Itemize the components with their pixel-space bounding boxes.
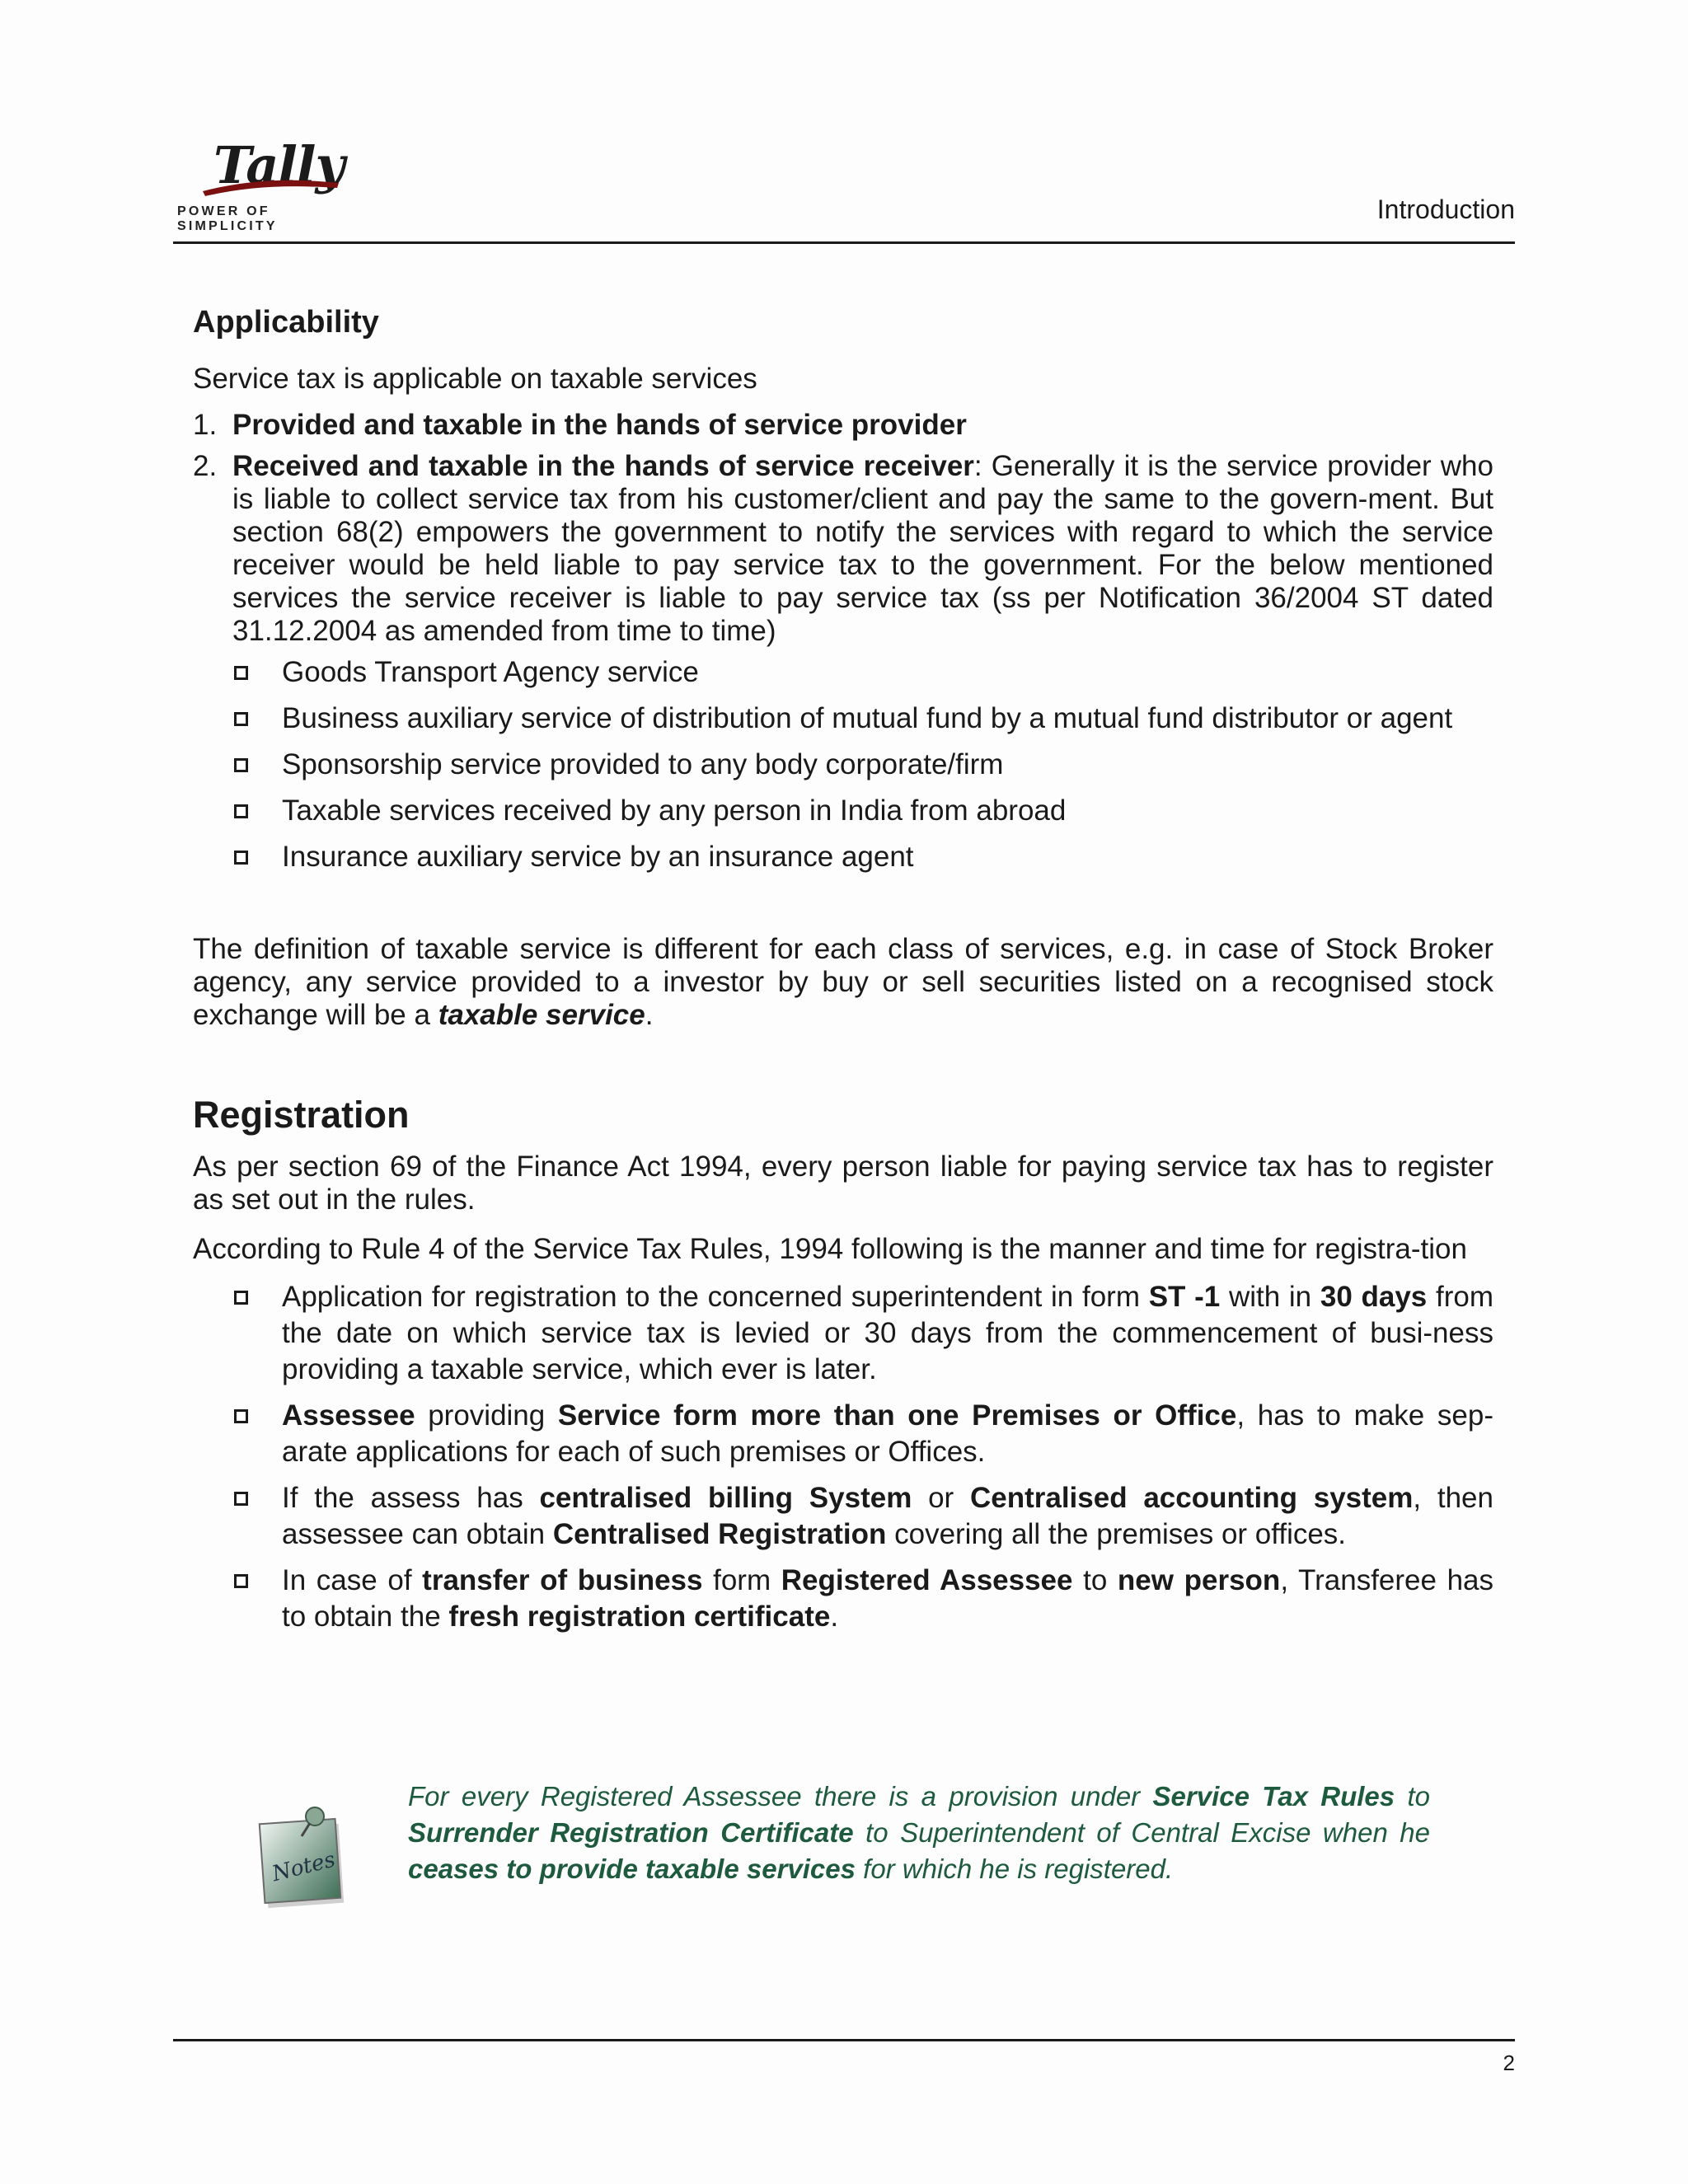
- page-number: 2: [1503, 2050, 1515, 2075]
- section-title: Introduction: [1376, 194, 1515, 224]
- taxable-service-definition: The definition of taxable service is different for each class of services, e.g. in case of Stock Broker agency, any service provided to a investor by buy or sell securities listed on a recognised stock exchange will be a taxable service.: [193, 933, 1493, 1031]
- square-bullet-icon: [234, 1291, 248, 1305]
- note-text: For every Registered Assessee there is a provision under Service Tax Rules to Surrender Registration Certificate to Superintendent of Central Excise when he ceases to provide taxable services for which he is registered.: [408, 1781, 1430, 1884]
- list-item: Goods Transport Agency service: [193, 654, 1493, 691]
- registration-rules-list: [193, 1279, 1493, 1635]
- list-item: 2. Received and taxable in the hands of service receiver: Generally it is the service provider who is liable to collect service tax from his customer/client and pay the same to the govern-ment. But section 68(2) empowers the government to notify the services with regard to which the service receiver would be held liable to pay service tax to the government. For the below mentioned services the service receiver is liable to pay service tax (ss per Notification 36/2004 ST dated 31.12.2004 as amended from time to time): [193, 450, 1493, 647]
- list-item: Application for registration to the concerned superintendent in form ST -1 with in 30 days from the date on which service tax is levied or 30 days from the commencement of busi-ness providing a taxable service, which ever is later.: [193, 1279, 1493, 1388]
- applicability-list: [193, 409, 1493, 648]
- applicability-intro: Service tax is applicable on taxable services: [193, 363, 757, 395]
- registration-para: According to Rule 4 of the Service Tax Rules, 1994 following is the manner and time for registra-tion: [193, 1233, 1467, 1265]
- list-item: Assessee providing Service form more than one Premises or Office, has to make sep-arate applications for each of such premises or Offices.: [193, 1398, 1493, 1470]
- list-item: Insurance auxiliary service by an insurance agent: [193, 839, 1493, 875]
- list-number: 1.: [193, 409, 218, 441]
- square-bullet-icon: [234, 666, 248, 680]
- square-bullet-icon: [234, 851, 248, 865]
- registration-heading: Registration: [193, 1094, 410, 1136]
- square-bullet-icon: [234, 1409, 248, 1423]
- list-item: Sponsorship service provided to any body corporate/firm: [193, 747, 1493, 783]
- logo-swoosh-icon: [199, 173, 347, 198]
- header-rule: [173, 241, 1515, 244]
- list-item: 1. Provided and taxable in the hands of service provider: [193, 409, 967, 441]
- page-content: [193, 298, 1493, 1635]
- square-bullet-icon: [234, 804, 248, 818]
- list-item: If the assess has centralised billing System or Centralised accounting system, then assessee can obtain Centralised Registration covering all the premises or offices.: [193, 1480, 1493, 1553]
- notes-icon-label: Notes: [270, 1847, 338, 1887]
- registration-para: As per section 69 of the Finance Act 1994, every person liable for paying service tax has to register as set out in the rules.: [193, 1151, 1493, 1216]
- list-item: Business auxiliary service of distribution of mutual fund by a mutual fund distributor or agent: [193, 701, 1493, 737]
- list-item: In case of transfer of business form Registered Assessee to new person, Transferee has to obtain the fresh registration certificate.: [193, 1563, 1493, 1635]
- square-bullet-icon: [234, 712, 248, 726]
- list-item: Taxable services received by any person in India from abroad: [193, 793, 1493, 829]
- list-number: 2.: [193, 450, 218, 482]
- logo-wordmark: Tally: [213, 135, 345, 195]
- square-bullet-icon: [234, 1492, 248, 1506]
- footer-rule: [173, 2039, 1515, 2041]
- applicability-heading: Applicability: [193, 305, 379, 340]
- square-bullet-icon: [234, 758, 248, 772]
- square-bullet-icon: [234, 1574, 248, 1588]
- reverse-charge-services-list: [193, 654, 1493, 875]
- tally-logo: [176, 135, 373, 233]
- logo-tagline: POWER OF SIMPLICITY: [177, 204, 278, 233]
- notes-icon: [254, 1797, 353, 1912]
